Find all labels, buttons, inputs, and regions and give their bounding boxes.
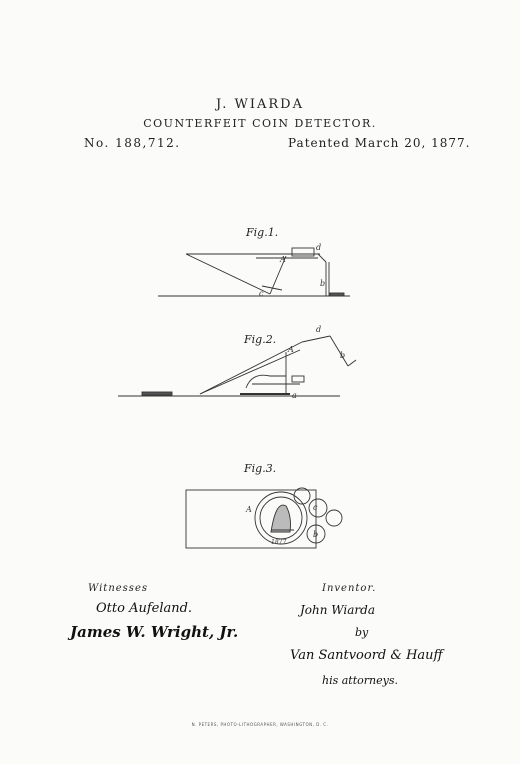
label-c-fig1: c <box>259 289 264 298</box>
witness-signature-1: Otto Aufeland. <box>96 601 193 616</box>
by-text: by <box>355 626 369 639</box>
label-b-fig2: b <box>340 351 346 360</box>
label-a-fig2: A <box>288 345 294 354</box>
fig1-label: Fig.1. <box>246 226 279 239</box>
fig3-label: Fig.3. <box>244 462 277 475</box>
inventor-name: J. WIARDA <box>216 97 304 112</box>
label-small-a-fig2: a <box>292 391 297 400</box>
patent-title: COUNTERFEIT COIN DETECTOR. <box>143 117 377 130</box>
label-a-fig1: A <box>280 255 286 264</box>
label-d-fig2: d <box>316 325 322 334</box>
inventor-label: Inventor. <box>322 583 377 594</box>
attorneys-suffix: his attorneys. <box>322 674 398 687</box>
witness-signature-2: James W. Wright, Jr. <box>70 623 239 641</box>
label-b-fig3: b <box>313 530 319 539</box>
fig2-label: Fig.2. <box>244 333 277 346</box>
patent-number: No. 188,712. <box>84 136 181 150</box>
lithographer-footer: N. PETERS, PHOTO-LITHOGRAPHER, WASHINGTON, D. C. <box>191 722 329 727</box>
label-d-fig1: d <box>316 243 322 252</box>
patent-date: Patented March 20, 1877. <box>288 136 471 150</box>
coin-year: 1877 <box>271 539 287 546</box>
witnesses-label: Witnesses <box>88 583 148 594</box>
attorneys-signature: Van Santvoord & Hauff <box>290 648 443 663</box>
inventor-signature: John Wiarda <box>300 603 375 617</box>
label-b-fig1: b <box>320 279 326 288</box>
label-a-fig3: A <box>246 505 252 514</box>
fig1-drawing <box>158 248 350 296</box>
label-c-fig3: c <box>313 503 318 512</box>
fig3-drawing <box>186 488 342 548</box>
fig2-drawing <box>118 336 356 396</box>
